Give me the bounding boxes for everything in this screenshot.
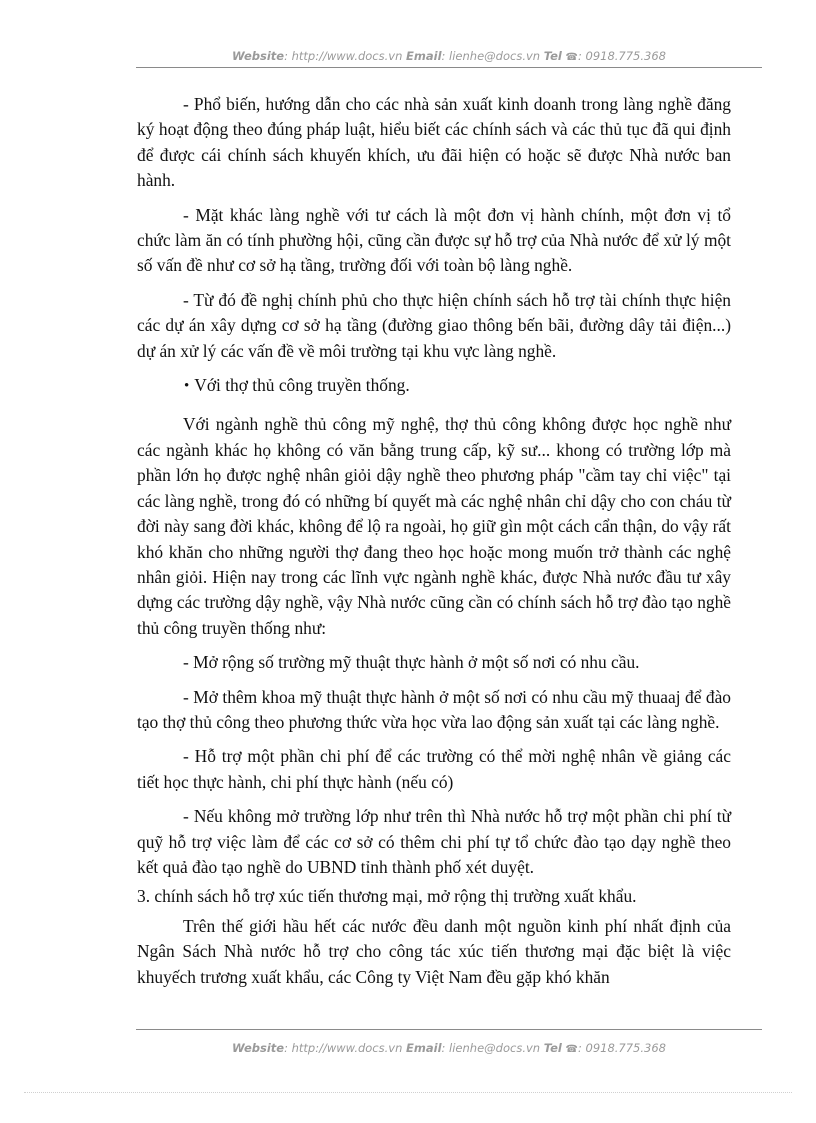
- footer-website-url[interactable]: : http://www.docs.vn: [284, 1041, 403, 1055]
- header-email[interactable]: : lienhe@docs.vn: [441, 49, 541, 63]
- bullet-item: [137, 373, 731, 399]
- page-footer: [136, 1041, 762, 1055]
- bullet-icon: •: [184, 378, 190, 395]
- document-body: [137, 92, 731, 999]
- telephone-icon: ☎: [565, 1044, 578, 1055]
- paragraph: - Mở rộng số trường mỹ thuật thực hành ở một số nơi có nhu cầu.: [183, 652, 640, 673]
- footer-email[interactable]: : lienhe@docs.vn: [441, 1041, 541, 1055]
- paragraph: - Phổ biến, hướng dẫn cho các nhà sản xuất kinh doanh trong làng nghề đăng ký hoạt động theo đúng pháp luật, hiểu biết các chính sách và các thủ tục đã qui định để được cái chính sách khuyến khích, ưu đãi hiện có hoặc sẽ được Nhà nước ban hành.: [137, 94, 731, 191]
- paragraph: - Mở thêm khoa mỹ thuật thực hành ở một số nơi có nhu cầu mỹ thuaaj để đào tạo thợ thủ công theo phương thức vừa học vừa lao động sản xuất tại các làng nghề.: [137, 686, 731, 732]
- paragraph: - Hỗ trợ một phần chi phí để các trường có thể mời nghệ nhân về giảng các tiết học thực hành, chi phí thực hành (nếu có): [137, 746, 731, 792]
- footer-website-label: Website: [232, 1041, 285, 1055]
- paragraph: Trên thế giới hầu hết các nước đều danh một nguồn kinh phí nhất định của Ngân Sách Nhà nước hỗ trợ cho công tác xúc tiến thương mại đặc biệt là việc khuyếch trương xuất khẩu, các Công ty Việt Nam đều gặp khó khăn: [137, 915, 731, 987]
- paragraph: - Nếu không mở trường lớp như trên thì Nhà nước hỗ trợ một phần chi phí từ quỹ hỗ trợ việc làm để các cơ sở có thêm chi phí tự tổ chức đào tạo dạy nghề theo kết quả đào tạo nghề do UBND tỉnh thành phố xét duyệt.: [137, 806, 731, 877]
- telephone-icon: ☎: [565, 52, 578, 63]
- section-heading: 3. chính sách hỗ trợ xúc tiến thương mại, mở rộng thị trường xuất khẩu.: [137, 886, 637, 907]
- paragraph: Với ngành nghề thủ công mỹ nghệ, thợ thủ công không được học nghề như các ngành khác họ không có văn bằng trung cấp, kỹ sư... khong có trường lớp mà phần lớn họ được nghệ nhân giỏi dậy nghề theo phương pháp "cầm tay chỉ việc" tại các làng nghề, trong đó có những bí quyết mà các nghệ nhân chỉ dậy cho con cháu từ đời này sang đời khác, không để lộ ra ngoài, họ giữ gìn một cách cẩn thận, do vậy rất khó khăn cho những người thợ đang theo học hoặc mong muốn trở thành các nghệ nhân giỏi. Hiện nay trong các lĩnh vực ngành nghề khác, được Nhà nước đầu tư xây dựng các trường dậy nghề, vậy Nhà nước cũng cần có chính sách hỗ trợ đào tạo nghề thủ công truyền thống như:: [137, 414, 731, 638]
- page-header: [136, 49, 762, 63]
- footer-tel-label: Tel: [543, 1041, 562, 1055]
- footer-email-label: Email: [406, 1041, 442, 1055]
- header-tel-label: Tel: [543, 49, 562, 63]
- header-website-label: Website: [232, 49, 285, 63]
- bullet-text: Với thợ thủ công truyền thống.: [194, 375, 410, 396]
- footer-tel: : 0918.775.368: [577, 1041, 666, 1055]
- header-divider: [136, 67, 762, 68]
- header-website-url[interactable]: : http://www.docs.vn: [284, 49, 403, 63]
- footer-divider: [136, 1029, 762, 1030]
- paragraph: - Mặt khác làng nghề với tư cách là một đơn vị hành chính, một đơn vị tổ chức làm ăn có tính phường hội, cũng cần được sự hỗ trợ của Nhà nước để xử lý một số vấn đề như cơ sở hạ tầng, trường đối với toàn bộ làng nghề.: [137, 204, 731, 276]
- header-email-label: Email: [406, 49, 442, 63]
- header-tel: : 0918.775.368: [577, 49, 666, 63]
- page-boundary: [24, 1092, 792, 1093]
- paragraph: - Từ đó đề nghị chính phủ cho thực hiện chính sách hỗ trợ tài chính thực hiện các dự án xây dựng cơ sở hạ tầng (đường giao thông bến bãi, đường dây tải điện...) dự án xử lý các vấn đề về môi trường tại khu vực làng nghề.: [137, 289, 731, 361]
